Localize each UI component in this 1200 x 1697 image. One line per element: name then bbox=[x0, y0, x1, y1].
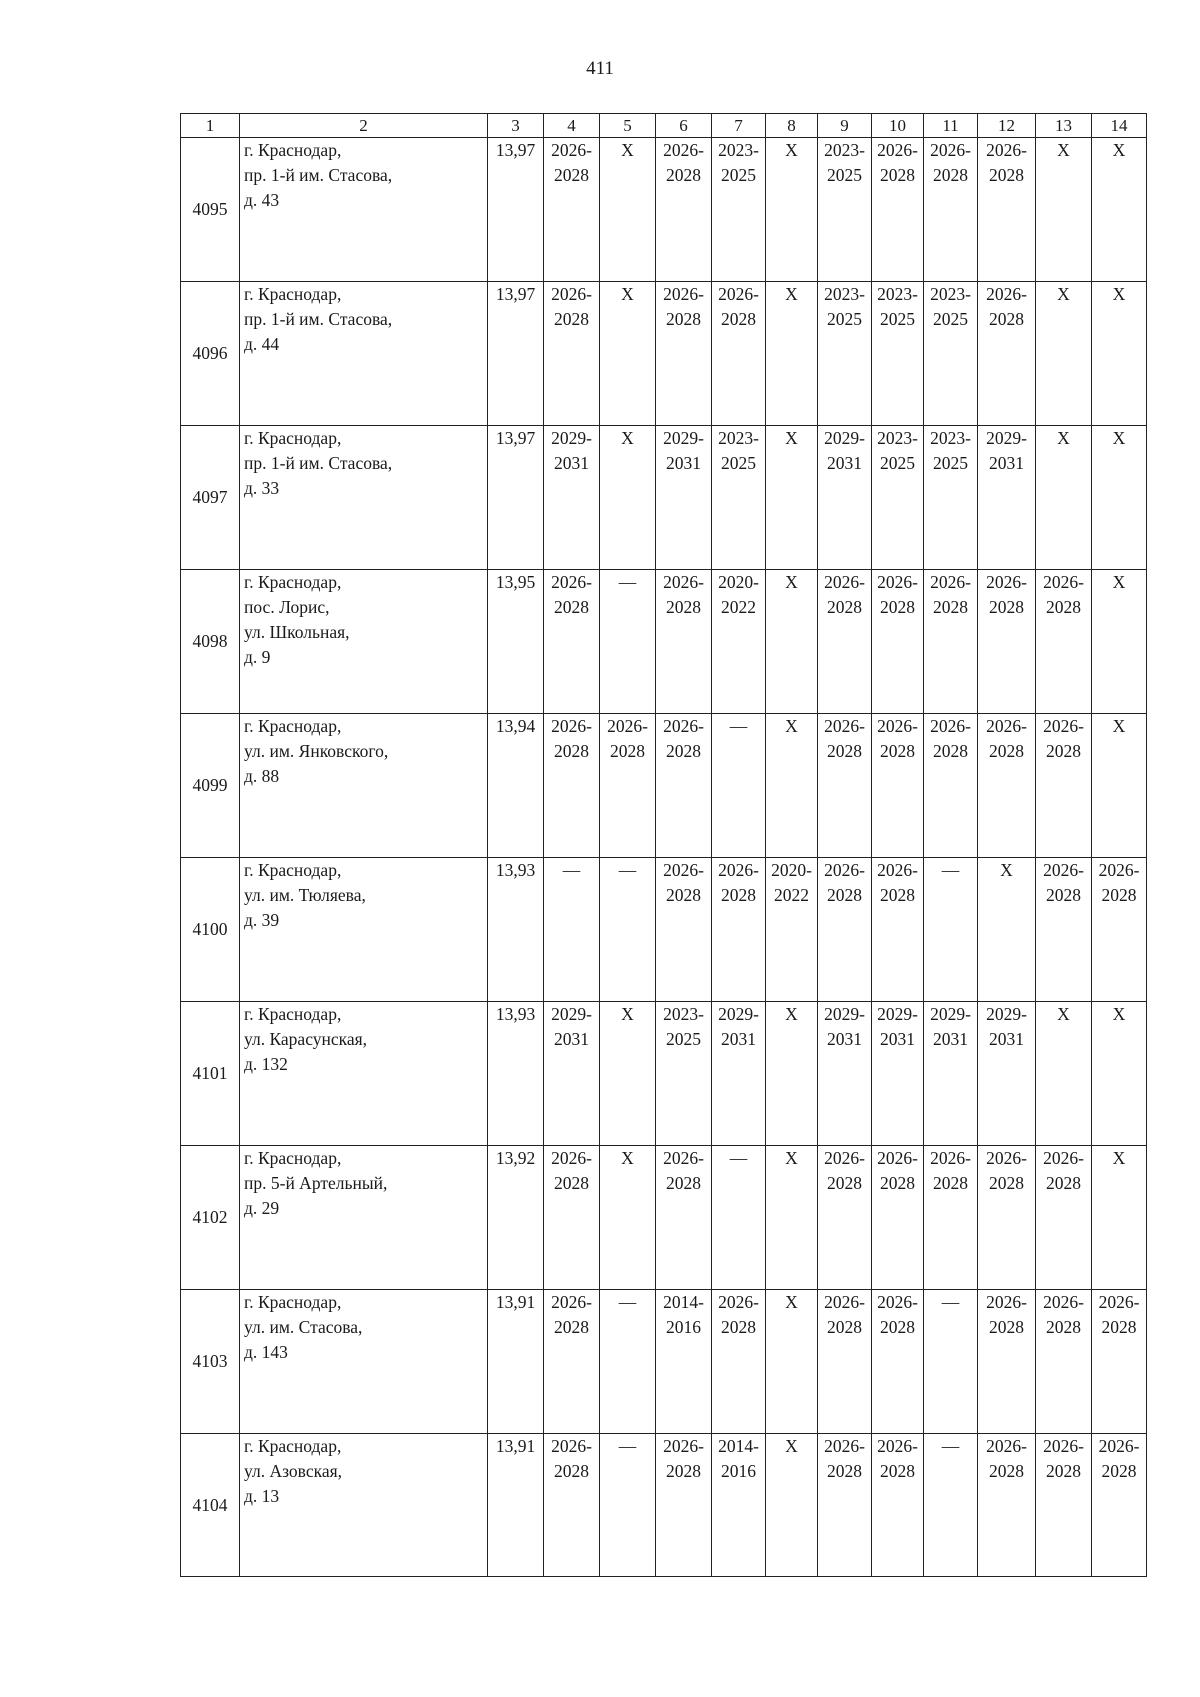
period-cell: 2026- 2028 bbox=[656, 138, 712, 282]
period-cell: 2029- 2031 bbox=[818, 1002, 872, 1146]
address-line: пр. 1-й им. Стасова, bbox=[244, 453, 393, 473]
period-cell: — bbox=[924, 858, 978, 1002]
period-cell: X bbox=[600, 1146, 656, 1290]
period-cell: 2023- 2025 bbox=[712, 426, 766, 570]
period-cell: 2026- 2028 bbox=[544, 138, 600, 282]
period-cell: 2026- 2028 bbox=[712, 858, 766, 1002]
period-cell: — bbox=[544, 858, 600, 1002]
address-line: г. Краснодар, bbox=[244, 716, 342, 736]
address-line: д. 13 bbox=[244, 1486, 280, 1506]
period-cell: 2014- 2016 bbox=[656, 1290, 712, 1434]
value-cell: 13,97 bbox=[488, 138, 544, 282]
table-row bbox=[181, 858, 1147, 1002]
table-row bbox=[181, 426, 1147, 570]
period-cell: 2026- 2028 bbox=[544, 714, 600, 858]
period-cell: — bbox=[924, 1434, 978, 1577]
period-cell: 2026- 2028 bbox=[818, 1146, 872, 1290]
period-cell: 2026- 2028 bbox=[712, 1290, 766, 1434]
period-cell: 2026- 2028 bbox=[924, 1146, 978, 1290]
period-cell: 2029- 2031 bbox=[924, 1002, 978, 1146]
address-line: д. 29 bbox=[244, 1198, 280, 1218]
row-number: 4103 bbox=[181, 1290, 240, 1434]
period-cell: X bbox=[1092, 570, 1147, 714]
period-cell: 2026- 2028 bbox=[818, 1290, 872, 1434]
period-cell: X bbox=[1036, 138, 1092, 282]
value-cell: 13,97 bbox=[488, 426, 544, 570]
value-cell: 13,95 bbox=[488, 570, 544, 714]
period-cell: 2026- 2028 bbox=[1092, 858, 1147, 1002]
column-header-3: 3 bbox=[488, 114, 544, 138]
period-cell: 2026- 2028 bbox=[544, 570, 600, 714]
period-cell: — bbox=[600, 570, 656, 714]
row-number: 4098 bbox=[181, 570, 240, 714]
period-cell: 2026- 2028 bbox=[1092, 1290, 1147, 1434]
period-cell: — bbox=[924, 1290, 978, 1434]
row-number: 4096 bbox=[181, 282, 240, 426]
column-header-10: 10 bbox=[872, 114, 924, 138]
period-cell: 2026- 2028 bbox=[872, 1434, 924, 1577]
address-cell bbox=[240, 282, 488, 426]
period-cell: X bbox=[766, 138, 818, 282]
period-cell: 2029- 2031 bbox=[656, 426, 712, 570]
address-line: ул. Азовская, bbox=[244, 1461, 343, 1481]
period-cell: 2029- 2031 bbox=[978, 1002, 1036, 1146]
period-cell: X bbox=[766, 1146, 818, 1290]
period-cell: 2026- 2028 bbox=[656, 858, 712, 1002]
address-line: д. 44 bbox=[244, 334, 280, 354]
column-header-5: 5 bbox=[600, 114, 656, 138]
address-line: г. Краснодар, bbox=[244, 1292, 342, 1312]
table-row bbox=[181, 570, 1147, 714]
address-cell bbox=[240, 1290, 488, 1434]
table-row bbox=[181, 1146, 1147, 1290]
address-line: д. 33 bbox=[244, 478, 280, 498]
column-header-2: 2 bbox=[240, 114, 488, 138]
column-header-14: 14 bbox=[1092, 114, 1147, 138]
period-cell: 2026- 2028 bbox=[1092, 1434, 1147, 1577]
period-cell: 2029- 2031 bbox=[712, 1002, 766, 1146]
period-cell: — bbox=[712, 1146, 766, 1290]
period-cell: 2026- 2028 bbox=[978, 282, 1036, 426]
address-line: д. 88 bbox=[244, 766, 280, 786]
value-cell: 13,93 bbox=[488, 858, 544, 1002]
address-cell bbox=[240, 570, 488, 714]
address-cell bbox=[240, 138, 488, 282]
column-header-11: 11 bbox=[924, 114, 978, 138]
table-row bbox=[181, 1002, 1147, 1146]
period-cell: X bbox=[1092, 1002, 1147, 1146]
period-cell: 2026- 2028 bbox=[1036, 1290, 1092, 1434]
address-line: г. Краснодар, bbox=[244, 1148, 342, 1168]
value-cell: 13,93 bbox=[488, 1002, 544, 1146]
row-number: 4104 bbox=[181, 1434, 240, 1577]
row-number: 4102 bbox=[181, 1146, 240, 1290]
address-line: ул. им. Стасова, bbox=[244, 1317, 363, 1337]
row-number: 4100 bbox=[181, 858, 240, 1002]
period-cell: 2026- 2028 bbox=[818, 570, 872, 714]
page-number: 411 bbox=[586, 58, 614, 79]
period-cell: X bbox=[1092, 714, 1147, 858]
column-header-12: 12 bbox=[978, 114, 1036, 138]
period-cell: X bbox=[1036, 282, 1092, 426]
column-header-13: 13 bbox=[1036, 114, 1092, 138]
column-header-7: 7 bbox=[712, 114, 766, 138]
period-cell: X bbox=[600, 1002, 656, 1146]
period-cell: 2026- 2028 bbox=[544, 1434, 600, 1577]
address-line: г. Краснодар, bbox=[244, 860, 342, 880]
period-cell: 2026- 2028 bbox=[872, 1290, 924, 1434]
period-cell: X bbox=[766, 282, 818, 426]
address-line: пр. 5-й Артельный, bbox=[244, 1173, 388, 1193]
value-cell: 13,94 bbox=[488, 714, 544, 858]
period-cell: 2026- 2028 bbox=[656, 570, 712, 714]
period-cell: X bbox=[766, 714, 818, 858]
period-cell: 2026- 2028 bbox=[818, 1434, 872, 1577]
value-cell: 13,92 bbox=[488, 1146, 544, 1290]
period-cell: 2026- 2028 bbox=[656, 1434, 712, 1577]
period-cell: 2026- 2028 bbox=[924, 570, 978, 714]
table-row bbox=[181, 1434, 1147, 1577]
address-cell bbox=[240, 858, 488, 1002]
address-line: пр. 1-й им. Стасова, bbox=[244, 165, 393, 185]
period-cell: 2023- 2025 bbox=[872, 282, 924, 426]
period-cell: 2026- 2028 bbox=[544, 1290, 600, 1434]
table-row bbox=[181, 1290, 1147, 1434]
period-cell: X bbox=[1092, 138, 1147, 282]
period-cell: — bbox=[600, 858, 656, 1002]
header-row bbox=[181, 114, 1147, 138]
value-cell: 13,97 bbox=[488, 282, 544, 426]
period-cell: — bbox=[712, 714, 766, 858]
period-cell: 2026- 2028 bbox=[1036, 570, 1092, 714]
period-cell: 2026- 2028 bbox=[656, 282, 712, 426]
address-line: д. 43 bbox=[244, 190, 280, 210]
address-cell bbox=[240, 1002, 488, 1146]
period-cell: X bbox=[1036, 1002, 1092, 1146]
period-cell: X bbox=[766, 1434, 818, 1577]
column-header-4: 4 bbox=[544, 114, 600, 138]
period-cell: — bbox=[600, 1434, 656, 1577]
address-line: пос. Лорис, bbox=[244, 597, 330, 617]
period-cell: 2026- 2028 bbox=[872, 138, 924, 282]
period-cell: 2014- 2016 bbox=[712, 1434, 766, 1577]
period-cell: 2026- 2028 bbox=[872, 570, 924, 714]
column-header-8: 8 bbox=[766, 114, 818, 138]
period-cell: X bbox=[978, 858, 1036, 1002]
address-cell bbox=[240, 714, 488, 858]
period-cell: 2020- 2022 bbox=[712, 570, 766, 714]
column-header-1: 1 bbox=[181, 114, 240, 138]
period-cell: 2023- 2025 bbox=[924, 282, 978, 426]
table-body bbox=[181, 138, 1147, 1577]
address-line: ул. Школьная, bbox=[244, 622, 350, 642]
address-line: д. 9 bbox=[244, 647, 271, 667]
period-cell: 2023- 2025 bbox=[712, 138, 766, 282]
period-cell: 2026- 2028 bbox=[1036, 858, 1092, 1002]
period-cell: 2026- 2028 bbox=[544, 1146, 600, 1290]
period-cell: 2020- 2022 bbox=[766, 858, 818, 1002]
period-cell: 2026- 2028 bbox=[872, 858, 924, 1002]
address-line: д. 143 bbox=[244, 1342, 288, 1362]
period-cell: X bbox=[1036, 426, 1092, 570]
period-cell: X bbox=[1092, 282, 1147, 426]
period-cell: 2023- 2025 bbox=[818, 138, 872, 282]
value-cell: 13,91 bbox=[488, 1434, 544, 1577]
period-cell: 2026- 2028 bbox=[818, 714, 872, 858]
table-row bbox=[181, 714, 1147, 858]
period-cell: 2026- 2028 bbox=[600, 714, 656, 858]
column-header-6: 6 bbox=[656, 114, 712, 138]
period-cell: 2026- 2028 bbox=[656, 1146, 712, 1290]
period-cell: 2026- 2028 bbox=[978, 1434, 1036, 1577]
row-number: 4101 bbox=[181, 1002, 240, 1146]
address-line: г. Краснодар, bbox=[244, 1004, 342, 1024]
period-cell: X bbox=[1092, 1146, 1147, 1290]
period-cell: 2026- 2028 bbox=[978, 1146, 1036, 1290]
address-cell bbox=[240, 1434, 488, 1577]
period-cell: 2029- 2031 bbox=[872, 1002, 924, 1146]
period-cell: 2026- 2028 bbox=[1036, 1146, 1092, 1290]
period-cell: 2029- 2031 bbox=[544, 426, 600, 570]
period-cell: 2023- 2025 bbox=[872, 426, 924, 570]
period-cell: 2023- 2025 bbox=[818, 282, 872, 426]
period-cell: 2026- 2028 bbox=[978, 714, 1036, 858]
address-line: ул. им. Тюляева, bbox=[244, 885, 366, 905]
period-cell: 2023- 2025 bbox=[924, 426, 978, 570]
period-cell: X bbox=[600, 426, 656, 570]
period-cell: 2026- 2028 bbox=[818, 858, 872, 1002]
period-cell: X bbox=[766, 1002, 818, 1146]
address-cell bbox=[240, 1146, 488, 1290]
period-cell: X bbox=[766, 1290, 818, 1434]
period-cell: X bbox=[1092, 426, 1147, 570]
period-cell: X bbox=[766, 426, 818, 570]
address-line: г. Краснодар, bbox=[244, 428, 342, 448]
period-cell: X bbox=[600, 282, 656, 426]
period-cell: X bbox=[600, 138, 656, 282]
address-line: г. Краснодар, bbox=[244, 1436, 342, 1456]
period-cell: 2029- 2031 bbox=[818, 426, 872, 570]
table-row bbox=[181, 282, 1147, 426]
period-cell: X bbox=[766, 570, 818, 714]
address-line: пр. 1-й им. Стасова, bbox=[244, 309, 393, 329]
column-header-9: 9 bbox=[818, 114, 872, 138]
period-cell: 2026- 2028 bbox=[978, 570, 1036, 714]
row-number: 4097 bbox=[181, 426, 240, 570]
address-line: д. 132 bbox=[244, 1054, 288, 1074]
period-cell: 2026- 2028 bbox=[872, 1146, 924, 1290]
period-cell: 2026- 2028 bbox=[544, 282, 600, 426]
period-cell: 2026- 2028 bbox=[978, 138, 1036, 282]
schedule-table bbox=[180, 113, 1147, 1577]
address-line: г. Краснодар, bbox=[244, 140, 342, 160]
period-cell: 2023- 2025 bbox=[656, 1002, 712, 1146]
period-cell: 2026- 2028 bbox=[712, 282, 766, 426]
period-cell: 2026- 2028 bbox=[656, 714, 712, 858]
row-number: 4099 bbox=[181, 714, 240, 858]
period-cell: 2026- 2028 bbox=[978, 1290, 1036, 1434]
address-line: ул. им. Янковского, bbox=[244, 741, 389, 761]
period-cell: 2026- 2028 bbox=[924, 714, 978, 858]
value-cell: 13,91 bbox=[488, 1290, 544, 1434]
period-cell: 2026- 2028 bbox=[1036, 714, 1092, 858]
period-cell: 2029- 2031 bbox=[978, 426, 1036, 570]
table-row bbox=[181, 138, 1147, 282]
period-cell: 2026- 2028 bbox=[924, 138, 978, 282]
address-cell bbox=[240, 426, 488, 570]
address-line: г. Краснодар, bbox=[244, 284, 342, 304]
address-line: д. 39 bbox=[244, 910, 280, 930]
row-number: 4095 bbox=[181, 138, 240, 282]
address-line: ул. Карасунская, bbox=[244, 1029, 368, 1049]
period-cell: 2029- 2031 bbox=[544, 1002, 600, 1146]
address-line: г. Краснодар, bbox=[244, 572, 342, 592]
period-cell: — bbox=[600, 1290, 656, 1434]
period-cell: 2026- 2028 bbox=[1036, 1434, 1092, 1577]
period-cell: 2026- 2028 bbox=[872, 714, 924, 858]
